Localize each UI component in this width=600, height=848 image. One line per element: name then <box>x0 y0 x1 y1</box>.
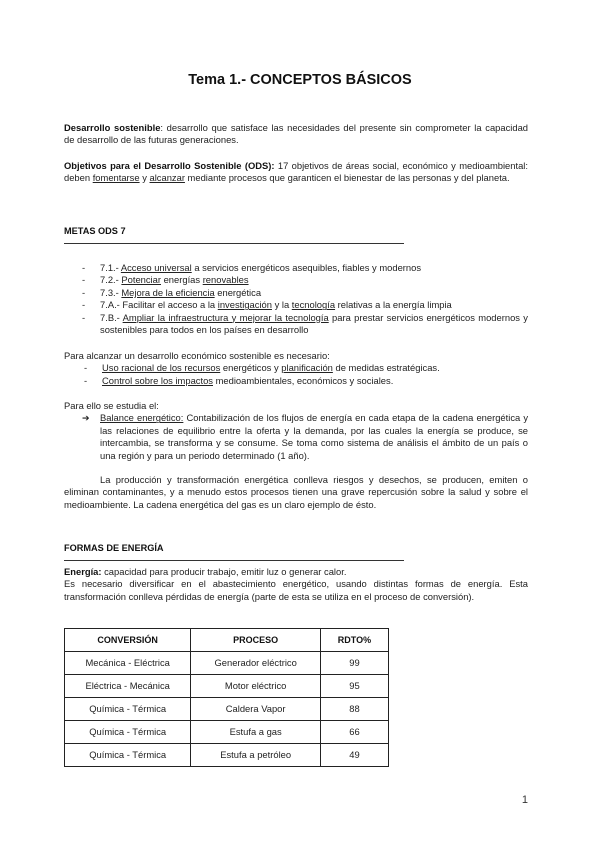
list-item: - Control sobre los impactos medioambientales, económicos y sociales. <box>84 374 394 386</box>
objetivos-text-1: 17 objetivos de áreas social, económico y medioambiental: deben <box>64 160 528 184</box>
objetivos-underline-2: alcanzar <box>149 172 185 184</box>
header-rdto: RDTO% <box>320 629 388 652</box>
cell-proceso: Estufa a petróleo <box>191 744 321 767</box>
cell-proceso: Estufa a gas <box>191 721 321 744</box>
energia-term: Energía: <box>64 566 102 577</box>
list-item: - 7.B.- Ampliar la infraestructura y mejorar la tecnología para prestar servicios energéticos modernos y sostenibles para todos en los países en desarrollo <box>82 311 528 336</box>
metas-list <box>64 262 528 336</box>
arrow-icon: ➔ <box>82 413 90 424</box>
table-header-row <box>65 629 389 652</box>
header-proceso: PROCESO <box>191 629 321 652</box>
list-item: - 7.3.- Mejora de la eficiencia energética <box>82 286 262 298</box>
cell-conversion: Eléctrica - Mecánica <box>65 675 191 698</box>
energia-definition <box>64 566 528 578</box>
cell-rdto: 95 <box>320 675 388 698</box>
cell-rdto: 88 <box>320 698 388 721</box>
cell-proceso: Generador eléctrico <box>191 652 321 675</box>
cell-proceso: Caldera Vapor <box>191 698 321 721</box>
list-item: - 7.2.- Potenciar energías renovables <box>82 274 249 286</box>
objetivos-underline-1: fomentarse <box>92 172 140 184</box>
table-row <box>65 721 389 744</box>
alcanzar-intro: Para alcanzar un desarrollo económico sostenible es necesario: <box>64 350 330 361</box>
cell-conversion: Química - Térmica <box>65 698 191 721</box>
formas-rule <box>64 560 404 561</box>
table-row <box>65 675 389 698</box>
objetivos-text-2: y <box>139 172 150 184</box>
table-row <box>65 744 389 767</box>
desarrollo-text: : desarrollo que satisface las necesidades del presente sin comprometer la capacidad de desarrollo de las futuras generaciones. <box>64 122 528 146</box>
conversion-table <box>64 628 389 767</box>
cell-proceso: Motor eléctrico <box>191 675 321 698</box>
metas-heading: METAS ODS 7 <box>64 226 126 236</box>
desarrollo-paragraph <box>64 122 528 147</box>
list-item: - Uso racional de los recursos energéticos y planificación de medidas estratégicas. <box>84 362 440 374</box>
cell-rdto: 66 <box>320 721 388 744</box>
balance-text: Contabilización de los flujos de energía en cada etapa de la cadena energética y las relaciones de equilibrio entre la oferta y la demanda, por las cuales la energía se produce, se intercambia, se transforma y se consume. Se toma como sistema de análisis el ámbito de un país o una región y para un periodo determinado (1 año). <box>100 412 529 461</box>
balance-item <box>64 412 528 462</box>
cell-conversion: Química - Térmica <box>65 744 191 767</box>
page-number: 1 <box>521 794 528 806</box>
produccion-paragraph: La producción y transformación energética conlleva riesgos y desechos, se producen, emiten o eliminan contaminantes, y a menudo estos procesos tienen una grave repercusión sobre la salud y sobre el medioambiente. La cadena energética del gas es un claro ejemplo de ésto. <box>64 474 528 510</box>
desarrollo-term: Desarrollo sostenible <box>64 122 161 133</box>
cell-rdto: 99 <box>320 652 388 675</box>
cell-rdto: 49 <box>320 744 388 767</box>
list-item: - 7.A.- Facilitar el acceso a la investigación y la tecnología relativas a la energía limpia <box>82 299 452 311</box>
energia-def: capacidad para producir trabajo, emitir luz o generar calor. <box>101 566 347 577</box>
header-conversion: CONVERSIÓN <box>65 629 191 652</box>
table-row <box>65 652 389 675</box>
cell-conversion: Química - Térmica <box>65 721 191 744</box>
list-item: - 7.1.- Acceso universal a servicios energéticos asequibles, fiables y modernos <box>82 262 422 273</box>
estudia-intro: Para ello se estudia el: <box>64 400 159 411</box>
objetivos-term: Objetivos para el Desarrollo Sostenible (ODS): <box>64 160 275 171</box>
estudia-section <box>64 400 528 511</box>
balance-term: Balance energético: <box>100 412 184 424</box>
objetivos-paragraph <box>64 160 528 185</box>
table-row <box>65 698 389 721</box>
formas-heading: FORMAS DE ENERGÍA <box>64 543 164 553</box>
objetivos-text-3: mediante procesos que garanticen el bienestar de las personas y del planeta. <box>184 172 510 184</box>
cell-conversion: Mecánica - Eléctrica <box>65 652 191 675</box>
alcanzar-section <box>64 350 528 387</box>
formas-paragraph: Es necesario diversificar en el abastecimiento energético, usando distintas formas de energía. Esta transformación conlleva pérdidas de energía (parte de esta se utiliza en el proceso de conversión). <box>64 578 528 602</box>
metas-rule <box>64 243 404 244</box>
page-title: Tema 1.- CONCEPTOS BÁSICOS <box>188 72 412 88</box>
formas-section <box>64 566 528 603</box>
